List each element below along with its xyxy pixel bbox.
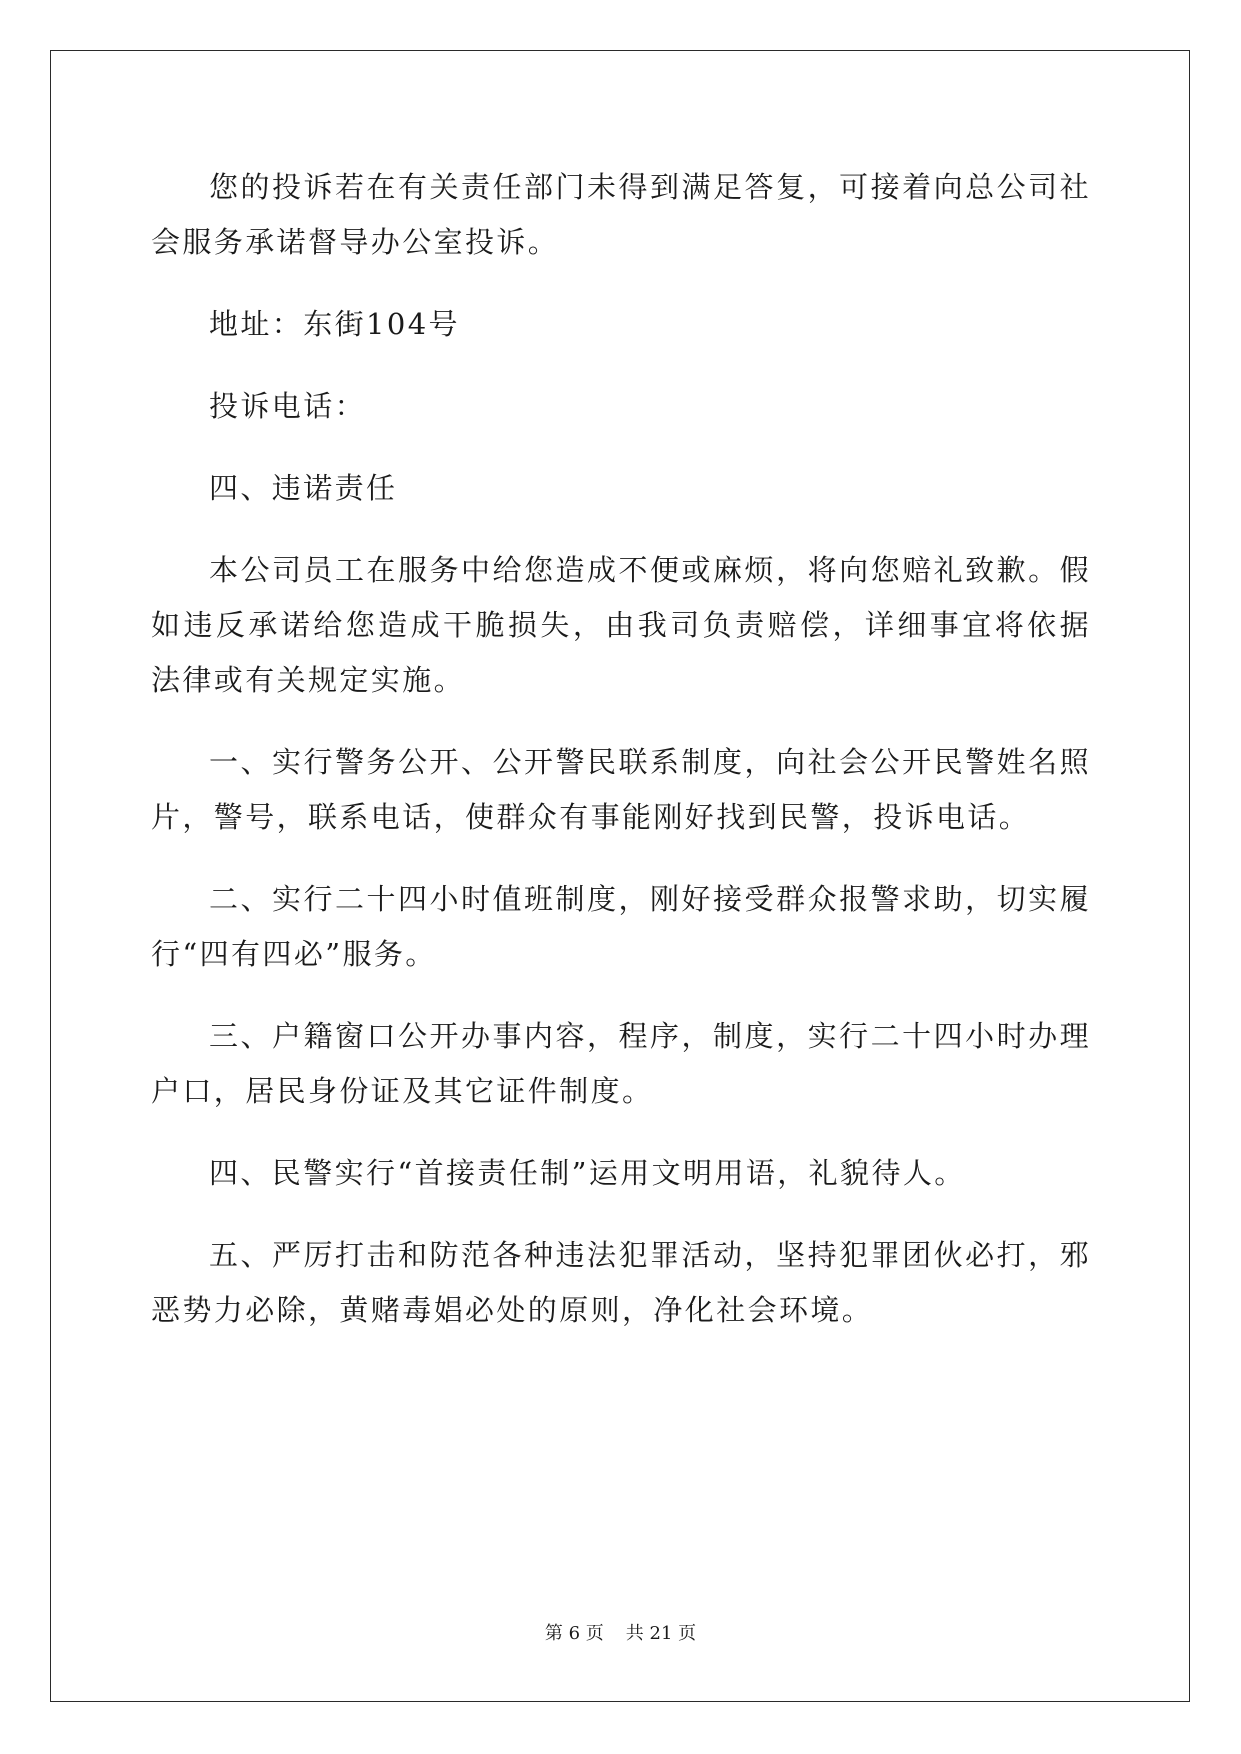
paragraph-item-5: 五、严厉打击和防范各种违法犯罪活动，坚持犯罪团伙必打，邪恶势力必除，黄赌毒娼必处的原则，净化社会环境。	[151, 1238, 1091, 1327]
paragraph-item-3: 三、户籍窗口公开办事内容，程序，制度，实行二十四小时办理户口，居民身份证及其它证件制度。	[151, 1019, 1091, 1108]
page-footer	[0, 1622, 1241, 1646]
paragraph-item-1: 一、实行警务公开、公开警民联系制度，向社会公开民警姓名照片，警号，联系电话，使群众有事能刚好找到民警，投诉电话。	[151, 745, 1091, 834]
section-heading-breach-liability: 四、违诺责任	[209, 471, 398, 505]
paragraph-complaint-escalation: 您的投诉若在有关责任部门未得到满足答复，可接着向总公司社会服务承诺督导办公室投诉。	[151, 170, 1091, 259]
paragraph-complaint-phone: 投诉电话：	[209, 389, 367, 423]
paragraph-item-2: 二、实行二十四小时值班制度，刚好接受群众报警求助，切实履行“四有四必”服务。	[151, 882, 1091, 971]
page-number-total: 共 21 页	[625, 1623, 697, 1644]
document-body	[151, 160, 1091, 1365]
paragraph-item-4: 四、民警实行“首接责任制”运用文明用语，礼貌待人。	[209, 1156, 966, 1190]
paragraph-compensation: 本公司员工在服务中给您造成不便或麻烦，将向您赔礼致歉。假如违反承诺给您造成干脆损失，由我司负责赔偿，详细事宜将依据法律或有关规定实施。	[151, 553, 1091, 697]
page-number-current: 第 6 页	[544, 1623, 604, 1644]
paragraph-address: 地址：东街104号	[209, 307, 460, 341]
